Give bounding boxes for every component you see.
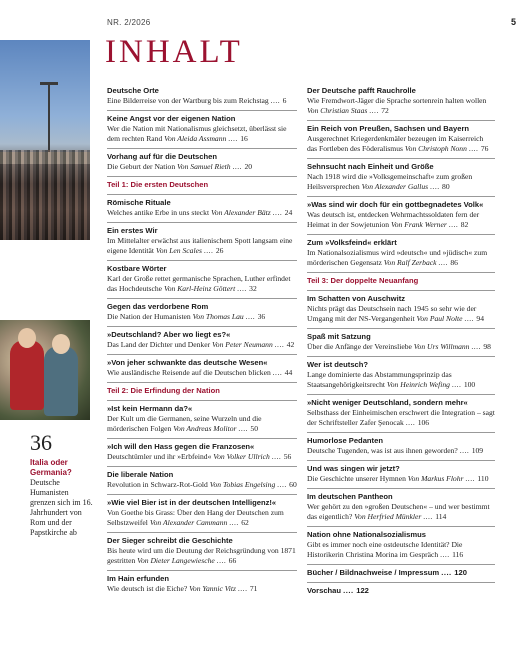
entry-description	[307, 172, 495, 192]
entry-desc-text: Nach 1918 wird die »Volksgemeinschaft« zum großen Heilsversprechen	[307, 172, 473, 191]
entry-description	[107, 274, 297, 294]
entry-author: Von Ralf Zerback	[383, 258, 439, 267]
entry-description	[307, 342, 495, 352]
entry-page-number: 122	[356, 586, 369, 595]
entry-title: Spaß mit Satzung	[307, 332, 371, 341]
leader-dots: ....	[238, 424, 251, 433]
entry-desc-text: Gibt es immer noch eine ostdeutsche Identität? Die Historikerin Christina Morina im Gespräch	[307, 540, 463, 559]
entry-description	[307, 210, 495, 230]
toc-entry[interactable]	[307, 196, 495, 234]
entry-author: Von Frank Werner	[390, 220, 449, 229]
page-title: INHALT	[105, 34, 243, 70]
entry-author: Von Peter Neumann	[212, 340, 275, 349]
entry-page-number: 6	[282, 96, 287, 105]
leader-dots: ....	[464, 314, 477, 323]
toc-entry[interactable]	[307, 356, 495, 394]
entry-description	[307, 304, 495, 324]
entry-author: Von Aleida Assmann	[164, 134, 229, 143]
leader-dots: ....	[471, 342, 484, 351]
entry-desc-text: Revolution in Schwarz-Rot-Gold	[107, 480, 210, 489]
entry-description	[307, 540, 495, 560]
section-heading: Teil 2: Die Erfindung der Nation	[107, 382, 297, 400]
entry-page-number: 114	[435, 512, 447, 521]
leader-dots: ....	[465, 474, 478, 483]
entry-title: Deutsche Orte	[107, 86, 159, 95]
entry-author: Von Thomas Lau	[192, 312, 246, 321]
entry-author: Von Len Scales	[155, 246, 204, 255]
leader-dots: ....	[272, 208, 285, 217]
entry-description	[307, 370, 495, 390]
entry-page-number: 72	[381, 106, 389, 115]
entry-title: Römische Rituale	[107, 198, 171, 207]
entry-title: Die liberale Nation	[107, 470, 174, 479]
entry-page-number: 26	[215, 246, 224, 255]
entry-author: Von Herfried Münkler	[354, 512, 424, 521]
entry-page-number: 71	[249, 584, 258, 593]
entry-desc-text: Was deutsch ist, entdecken Wehrmachtssoldaten fern der Heimat in der Sowjetunion	[307, 210, 480, 229]
entry-title: Im deutschen Pantheon	[307, 492, 393, 501]
leader-dots: ....	[237, 284, 250, 293]
leader-dots: ....	[441, 568, 455, 577]
leader-dots: ....	[245, 312, 258, 321]
entry-page-number: 50	[250, 424, 259, 433]
entry-page-number: 42	[286, 340, 295, 349]
entry-desc-text: Wer die Nation mit Nationalismus gleichsetzt, überlässt sie dem rechten Rand	[107, 124, 287, 143]
entry-page-number: 106	[417, 418, 430, 427]
entry-page-number: 86	[450, 258, 458, 267]
entry-author: Von Markus Flohr	[407, 474, 466, 483]
entry-description	[107, 584, 297, 594]
toc-entry[interactable]	[307, 394, 495, 432]
entry-title: Zum »Volksfeind« erklärt	[307, 238, 397, 247]
entry-author: Von Alexander Bätz	[210, 208, 273, 217]
section-heading: Teil 3: Der doppelte Neuanfang	[307, 272, 495, 290]
issue-number: NR. 2/2026	[107, 18, 151, 27]
toc-entry[interactable]	[107, 400, 297, 438]
entry-description	[107, 480, 297, 490]
entry-author: Von Dieter Langewiesche	[137, 556, 217, 565]
toc-entry[interactable]	[307, 86, 495, 120]
entry-author: Von Alexander Gallus	[361, 182, 431, 191]
entry-page-number: 20	[244, 162, 253, 171]
entry-page-number: 60	[289, 480, 297, 489]
toc-entry[interactable]	[307, 582, 495, 600]
entry-desc-text: Die Nation der Humanisten	[107, 312, 193, 321]
entry-description	[307, 248, 495, 268]
entry-description	[307, 502, 495, 522]
toc-entry[interactable]	[107, 148, 297, 176]
entry-page-number: 98	[483, 342, 491, 351]
entry-title: Gegen das verdorbene Rom	[107, 302, 209, 311]
leader-dots: ....	[343, 586, 357, 595]
entry-page-number: 76	[480, 144, 489, 153]
toc-entry[interactable]	[307, 488, 495, 526]
leader-dots: ....	[272, 368, 285, 377]
entry-desc-text: Eine Bilderreise von der Wartburg bis zum Reichstag	[107, 96, 271, 105]
entry-description	[307, 446, 495, 456]
entry-title: »Wie viel Bier ist in der deutschen Intelligenz!«	[107, 498, 277, 507]
toc-entry[interactable]	[307, 564, 495, 582]
entry-page-number: 80	[442, 182, 450, 191]
entry-title: Sehnsucht nach Einheit und Größe	[307, 162, 434, 171]
entry-desc-text: Deutsche Tugenden, was ist aus ihnen geworden?	[307, 446, 460, 455]
entry-title: »Deutschland? Aber wo liegt es?«	[107, 330, 231, 339]
entry-desc-text: Bis heute wird um die Deutung der Reichsgründung von 1871 gestritten	[107, 546, 296, 565]
entry-description	[107, 162, 297, 172]
leader-dots: ....	[232, 162, 245, 171]
entry-desc-text: Lange dominierte das Abstammungsprinzip das Staatsangehörigkeitsrecht	[307, 370, 452, 389]
entry-page-number: 100	[463, 380, 476, 389]
toc-entry[interactable]	[307, 432, 495, 460]
entry-desc-text: Das Land der Dichter und Denker	[107, 340, 213, 349]
toc-entry[interactable]	[307, 290, 495, 328]
entry-desc-text: Wie deutsch ist die Eiche?	[107, 584, 190, 593]
entry-author: Von Yannic Vitz	[189, 584, 238, 593]
leader-dots: ....	[369, 106, 382, 115]
entry-title: Der Deutsche pafft Rauchrolle	[307, 86, 416, 95]
entry-title: »Ist kein Hermann da?«	[107, 404, 193, 413]
entry-page-number: 94	[476, 314, 485, 323]
entry-desc-text: Wie Fremdwort-Jäger die Sprache sortenrein halten wollen	[307, 96, 487, 105]
entry-desc-text: Ausgerechnet Kriegerdenkmäler bezeugen im Kaiserreich das Fortleben des Föderalismus	[307, 134, 484, 153]
entry-page-number: 16	[240, 134, 248, 143]
leader-dots: ....	[440, 550, 453, 559]
leader-dots: ....	[216, 556, 229, 565]
entry-page-number: 62	[241, 518, 249, 527]
entry-description	[107, 124, 297, 144]
entry-desc-text: Von Goethe bis Grass: Über den Hang der Deutschen zum Selbstzweifel	[107, 508, 284, 527]
toc-entry[interactable]	[307, 460, 495, 488]
crowd	[0, 150, 90, 240]
toc-entry[interactable]	[107, 298, 297, 326]
entry-desc-text: Im Mittelalter erwächst aus italienischem Spott langsam eine eigene Identität	[107, 236, 293, 255]
entry-page-number: 36	[257, 312, 266, 321]
entry-title: Vorhang auf für die Deutschen	[107, 152, 217, 161]
toc-entry[interactable]	[107, 326, 297, 354]
leader-dots: ....	[274, 340, 287, 349]
toc-entry[interactable]	[107, 260, 297, 298]
entry-description	[107, 546, 297, 566]
entry-page-number: 44	[284, 368, 293, 377]
toc-entry[interactable]	[307, 328, 495, 356]
leader-dots: ....	[405, 418, 418, 427]
toc-entry[interactable]	[107, 194, 297, 222]
leader-dots: ....	[459, 446, 472, 455]
entry-author: Von Tobias Engelsing	[209, 480, 278, 489]
figure-italia	[10, 340, 44, 410]
entry-description	[307, 134, 495, 154]
entry-page-number: 32	[249, 284, 257, 293]
entry-desc-text: Deutschtümler und ihr »Erbfeind«	[107, 452, 214, 461]
entry-title: Und was singen wir jetzt?	[307, 464, 400, 473]
entry-description	[107, 340, 297, 350]
entry-page-number: 66	[228, 556, 237, 565]
entry-page-number: 56	[283, 452, 292, 461]
figure-germania	[44, 346, 78, 416]
entry-desc-text: Karl der Große rettet germanische Sprachen, Luther erfindet das Hochdeutsche	[107, 274, 291, 293]
entry-author: Von Alexander Cammann	[149, 518, 230, 527]
leader-dots: ....	[448, 220, 461, 229]
page-number: 5	[511, 17, 517, 27]
toc-entry[interactable]	[307, 234, 495, 272]
entry-desc-text: Die Geburt der Nation	[107, 162, 178, 171]
image-caption	[30, 432, 94, 538]
leader-dots: ....	[237, 584, 250, 593]
entry-title: »Nicht weniger Deutschland, sondern mehr«	[307, 398, 468, 407]
italia-germania-painting	[0, 320, 90, 420]
entry-page-number: 110	[477, 474, 489, 483]
entry-title: Im Hain erfunden	[107, 574, 170, 583]
toc-entry[interactable]	[307, 526, 495, 564]
leader-dots: ....	[228, 134, 241, 143]
head-italia	[18, 328, 36, 348]
entry-title: Nation ohne Nationalsozialismus	[307, 530, 426, 539]
entry-desc-text: Die Geschichte unserer Hymnen	[307, 474, 408, 483]
entry-author: Von Urs Willmann	[413, 342, 472, 351]
leader-dots: ....	[271, 452, 284, 461]
entry-desc-text: Der Kult um die Germanen, seine Wurzeln und die mörderischen Folgen	[107, 414, 262, 433]
entry-description	[107, 414, 297, 434]
entry-title: Im Schatten von Auschwitz	[307, 294, 406, 303]
toc-entry[interactable]	[107, 222, 297, 260]
toc-entry[interactable]	[107, 110, 297, 148]
toc-entry[interactable]	[307, 120, 495, 158]
toc-entry[interactable]	[107, 532, 297, 570]
entry-desc-text: Nichts prägt das Deutschsein nach 1945 so sehr wie der Umgang mit der NS-Vergangenheit	[307, 304, 477, 323]
entry-title: Der Sieger schreibt die Geschichte	[107, 536, 233, 545]
entry-description	[107, 508, 297, 528]
toc-entry[interactable]	[107, 466, 297, 494]
toc-entry[interactable]	[307, 158, 495, 196]
entry-description	[307, 408, 495, 428]
toc-left-column	[107, 86, 297, 598]
entry-author: Von Paul Nolte	[416, 314, 465, 323]
entry-desc-text: Selbsthass der Einheimischen erschwert die Integration – sagt der Schriftsteller Zafer Şenocak	[307, 408, 495, 427]
caption-text: Deutsche Humanisten grenzen sich im 16. Jahrhundert von Rom und der Papstkirche ab	[30, 478, 93, 537]
entry-description	[107, 368, 297, 378]
entry-title: Humorlose Pedanten	[307, 436, 383, 445]
toc-entry[interactable]	[107, 354, 297, 382]
entry-title: »Von jeher schwankte das deutsche Wesen«	[107, 358, 268, 367]
entry-title: Ein Reich von Preußen, Sachsen und Bayern	[307, 124, 470, 133]
head-germania	[52, 334, 70, 354]
caption-title: Italia oder Germania?	[30, 458, 72, 477]
toc-entry[interactable]	[107, 570, 297, 598]
entry-author: Von Karl-Heinz Göttert	[163, 284, 238, 293]
entry-page-number: 24	[284, 208, 293, 217]
leader-dots: ....	[438, 258, 451, 267]
entry-author: Von Heinrich Wefing	[386, 380, 452, 389]
toc-entry[interactable]	[107, 438, 297, 466]
entry-description	[307, 96, 495, 116]
toc-entry[interactable]	[107, 86, 297, 110]
entry-page-number: 82	[460, 220, 469, 229]
leader-dots: ....	[468, 144, 481, 153]
toc-right-column	[307, 86, 495, 600]
leader-dots: ....	[203, 246, 216, 255]
entry-author: Von Samuel Rieth	[177, 162, 233, 171]
entry-description	[107, 208, 297, 218]
leader-dots: ....	[423, 512, 436, 521]
leader-dots: ....	[277, 480, 290, 489]
leader-dots: ....	[270, 96, 283, 105]
leader-dots: ....	[430, 182, 443, 191]
entry-title: Ein erstes Wir	[107, 226, 158, 235]
entry-author: Von Christian Staas	[307, 106, 370, 115]
section-heading: Teil 1: Die ersten Deutschen	[107, 176, 297, 194]
entry-description	[107, 236, 297, 256]
entry-title: Bücher / Bildnachweise / Impressum .... 120	[307, 568, 467, 577]
entry-author: Von Christoph Nonn	[404, 144, 469, 153]
entry-title: Vorschau .... 122	[307, 586, 369, 595]
entry-desc-text: Im Nationalsozialismus wird »deutsch« und »jüdisch« zum mörderischen Gegensatz	[307, 248, 488, 267]
entry-page-number: 109	[471, 446, 484, 455]
entry-desc-text: Über die Anfänge der Vereinsliebe	[307, 342, 414, 351]
lamp-pole	[48, 84, 50, 154]
entry-title: Kostbare Wörter	[107, 264, 167, 273]
berlin-wall-photo	[0, 40, 90, 240]
entry-desc-text: Welches antike Erbe in uns steckt	[107, 208, 211, 217]
caption-page-number: 36	[30, 430, 52, 455]
entry-description	[307, 474, 495, 484]
entry-title: »Was sind wir doch für ein gottbegnadetes Volk«	[307, 200, 484, 209]
entry-page-number: 116	[452, 550, 464, 559]
leader-dots: ....	[451, 380, 464, 389]
entry-title: Keine Angst vor der eigenen Nation	[107, 114, 236, 123]
entry-author: Von Andreas Molitor	[173, 424, 239, 433]
entry-author: Von Volker Ullrich	[213, 452, 272, 461]
entry-description	[107, 96, 297, 106]
entry-desc-text: Wie ausländische Reisende auf die Deutschen blicken	[107, 368, 273, 377]
entry-title: Wer ist deutsch?	[307, 360, 369, 369]
entry-description	[107, 452, 297, 462]
entry-description	[107, 312, 297, 322]
entry-page-number: 120	[454, 568, 467, 577]
toc-entry[interactable]	[107, 494, 297, 532]
entry-title: »Ich will den Hass gegen die Franzosen«	[107, 442, 255, 451]
leader-dots: ....	[229, 518, 242, 527]
entry-desc-text: Wer gehört zu den »großen Deutschen« – und wer bestimmt das eigentlich?	[307, 502, 490, 521]
